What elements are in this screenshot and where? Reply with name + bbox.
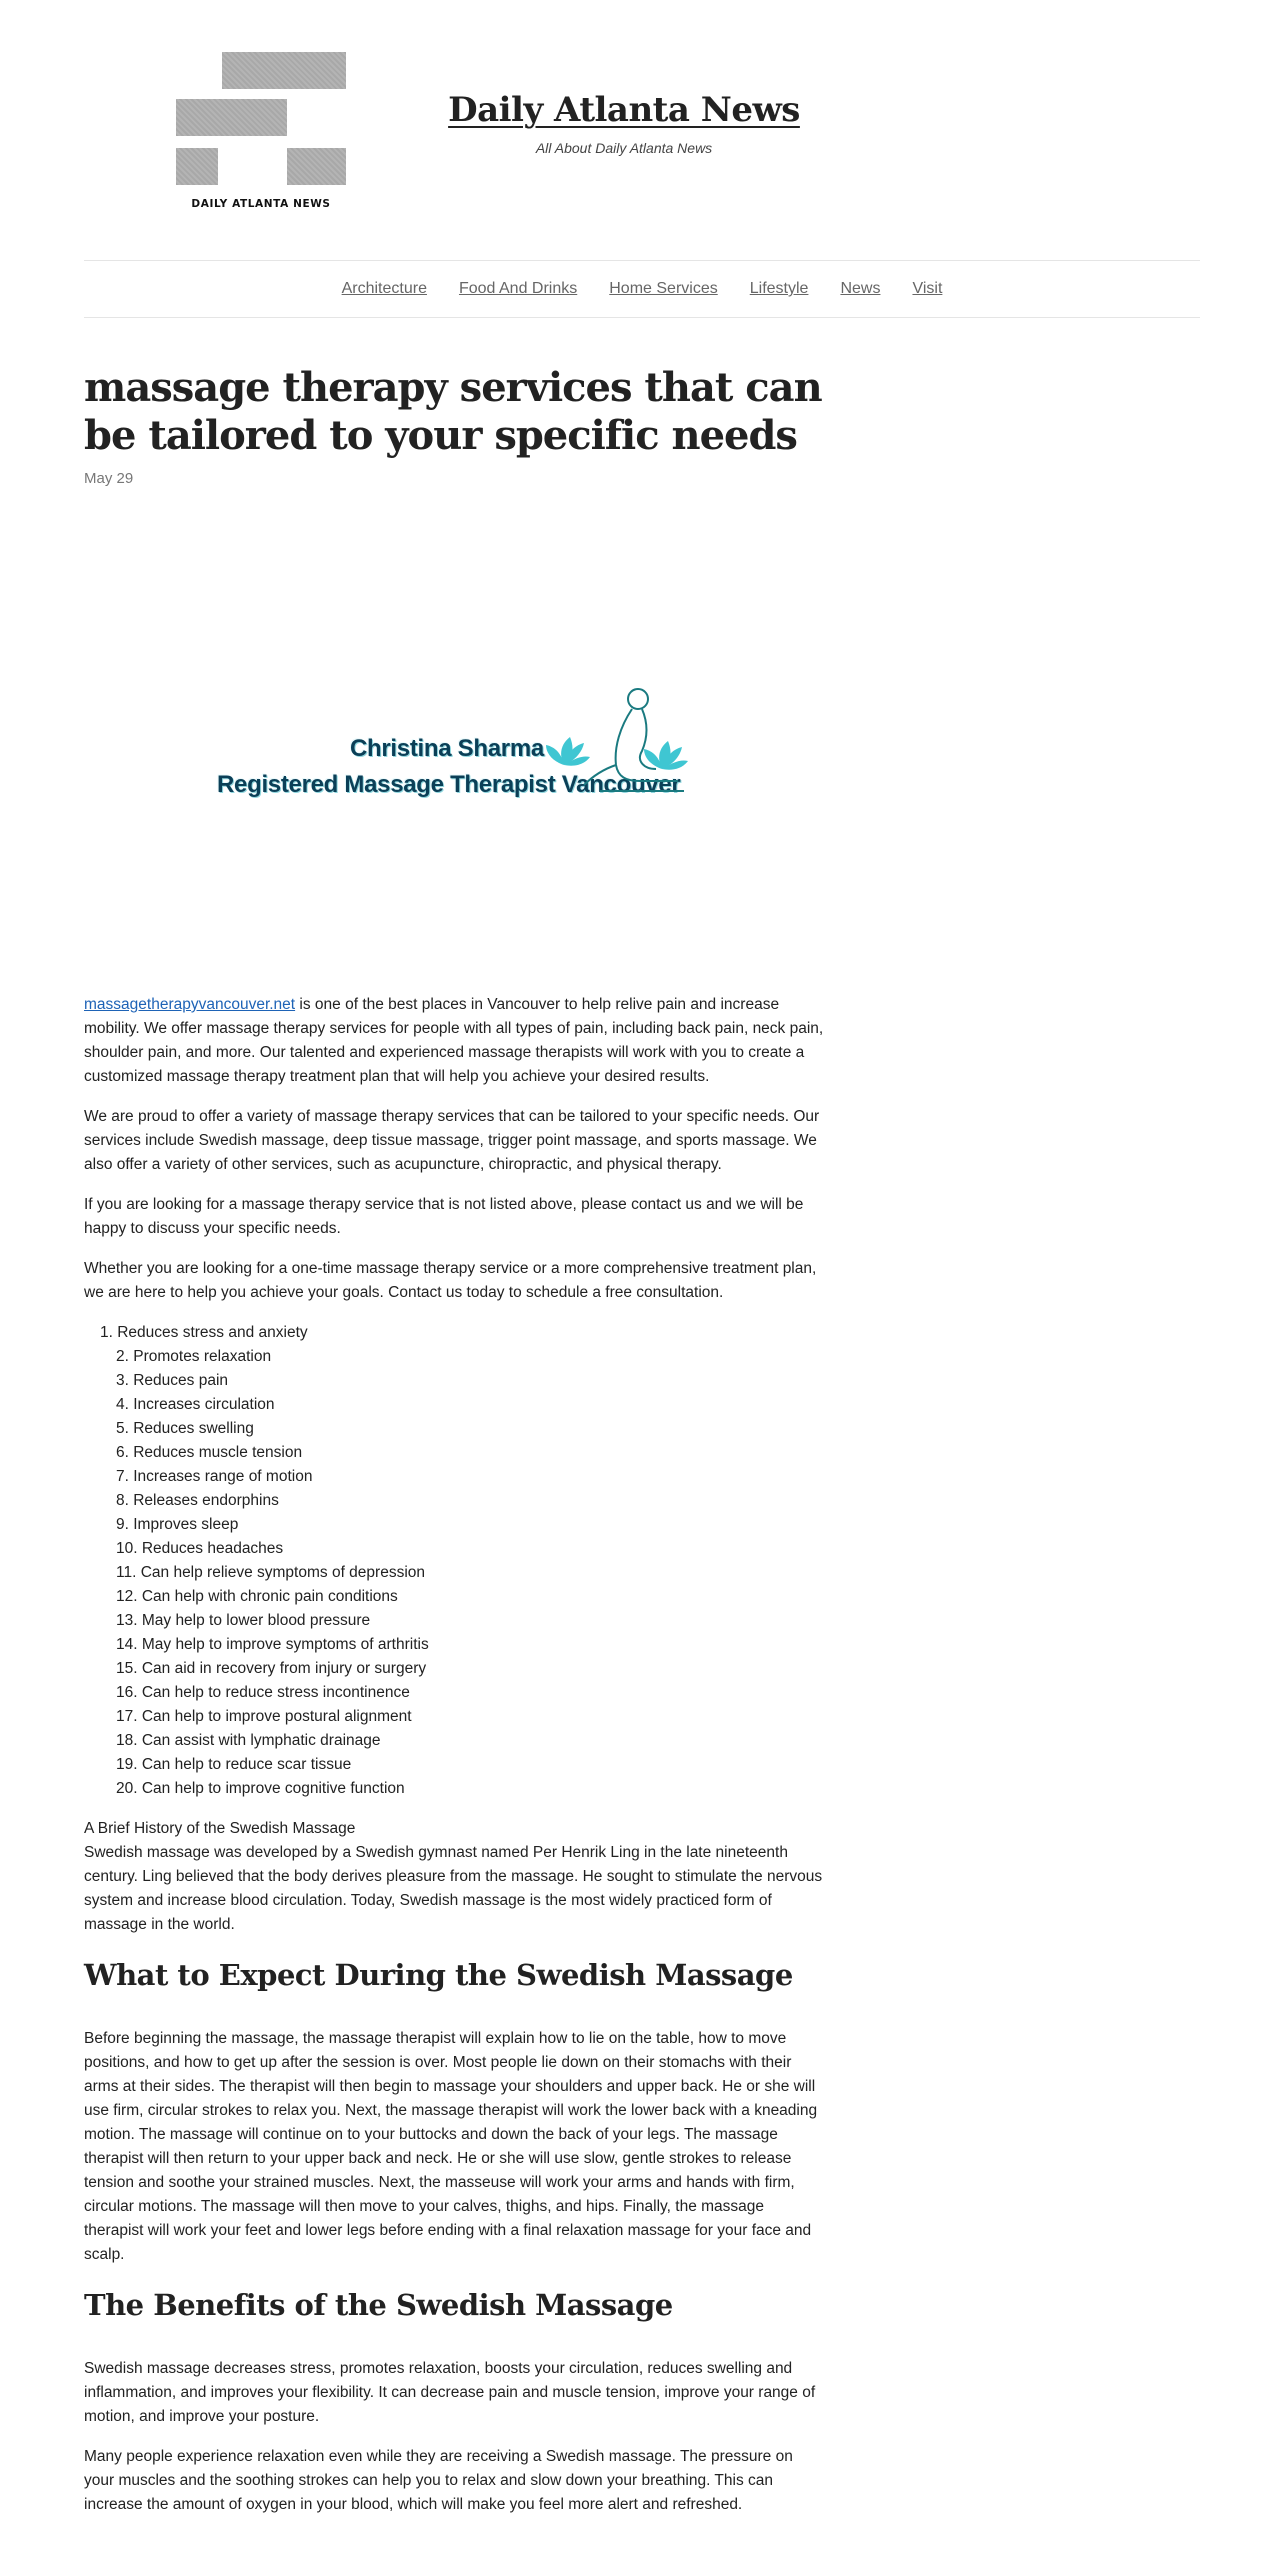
list-item: 6. Reduces muscle tension [116,1444,303,1461]
image-name-text: Christina Sharma [350,735,544,762]
list-item: 4. Increases circulation [116,1396,275,1413]
list-item: 19. Can help to reduce scar tissue [116,1756,352,1773]
logo-block [287,148,346,185]
list-item: 18. Can assist with lymphatic drainage [116,1732,381,1749]
list-item: 14. May help to improve symptoms of arthritis [116,1636,429,1653]
nav-item-architecture[interactable]: Architecture [341,280,427,297]
list-item: 2. Promotes relaxation [116,1348,272,1365]
list-item: 11. Can help relieve symptoms of depression [116,1564,426,1581]
post-title: massage therapy services that can be tailored to your specific needs [84,364,822,459]
list-item: 1. Reduces stress and anxiety [100,1324,308,1341]
history-text: Swedish massage was developed by a Swedish gymnast named Per Henrik Ling in the late nineteenth century. Ling believed that the body derives pleasure from the massage. He sought to stimulate the nervous system and increase blood circulation. Today, Swedish massage is the most widely practiced form of massage in the world. [84,1844,823,1933]
list-item: 20. Can help to improve cognitive function [116,1780,405,1797]
nav-item-food-and-drinks[interactable]: Food And Drinks [458,280,578,297]
benefits-list [84,1321,824,1801]
paragraph: We are proud to offer a variety of massage therapy services that can be tailored to your specific needs. Our services include Swedish massage, deep tissue massage, trigger point massage, and sports massage. We also offer a variety of other services, such as acupuncture, chiropractic, and physical therapy. [84,1108,820,1173]
list-item: 17. Can help to improve postural alignment [116,1708,412,1725]
list-item: 15. Can aid in recovery from injury or surgery [116,1660,427,1677]
intro-paragraph [84,993,824,1089]
list-item: 7. Increases range of motion [116,1468,313,1485]
site-tagline: All About Daily Atlanta News [535,140,713,156]
massage-figure-icon [544,677,694,807]
nav-item-visit[interactable]: Visit [912,280,943,297]
logo-block [176,148,218,185]
paragraph: Whether you are looking for a one-time massage therapy service or a more comprehensive treatment plan, we are here to help you achieve your goals. Contact us today to schedule a free consultation. [84,1260,817,1301]
site-header [84,40,1200,220]
list-item: 16. Can help to reduce stress incontinence [116,1684,410,1701]
paragraph: Before beginning the massage, the massage therapist will explain how to lie on the table, how to move positions, and how to get up after the session is over. Most people lie down on their stomachs with their arms at their sides. The therapist will then begin to massage your shoulders and upper back. He or she will use firm, circular strokes to relax you. Next, the massage therapist will work the lower back with a kneading motion. The massage will continue on to your buttocks and down the back of your legs. The massage therapist will then return to your upper back and neck. He or she will use slow, gentle strokes to release tension and soothe your strained muscles. Next, the masseuse will work your arms and hands with firm, circular motions. The massage will then move to your calves, thighs, and hips. Finally, the massage therapist will work your feet and lower legs before ending with a final relaxation massage for your face and scalp. [84,2030,818,2263]
article-body [84,993,824,2517]
list-item: 10. Reduces headaches [116,1540,284,1557]
featured-image [84,507,824,993]
list-item: 5. Reduces swelling [116,1420,254,1437]
site-branding [424,90,824,156]
section-heading-benefits: The Benefits of the Swedish Massage [84,2288,673,2322]
history-heading: A Brief History of the Swedish Massage [84,1820,356,1837]
paragraph: Swedish massage decreases stress, promotes relaxation, boosts your circulation, reduces swelling and inflammation, and improves your flexibility. It can decrease pain and muscle tension, improve your range of motion, and improve your posture. [84,2360,816,2425]
nav-item-lifestyle[interactable]: Lifestyle [749,280,809,297]
paragraph: If you are looking for a massage therapy service that is not listed above, please contact us and we will be happy to discuss your specific needs. [84,1196,804,1237]
site-logo[interactable] [176,52,376,222]
site-title-link[interactable]: Daily Atlanta News [448,90,800,130]
list-item: 12. Can help with chronic pain conditions [116,1588,398,1605]
site-link[interactable]: massagetherapyvancouver.net [84,996,296,1013]
list-item: 9. Improves sleep [116,1516,239,1533]
list-item: 3. Reduces pain [116,1372,229,1389]
logo-text: DAILY ATLANTA NEWS [191,198,331,210]
image-subtitle-text: Registered Massage Therapist Vancouver [217,771,681,798]
logo-block [222,52,346,89]
article [84,364,824,2533]
intro-text: is one of the best places in Vancouver to help relive pain and increase mobility. We offer massage therapy services for people with all types of pain, including back pain, neck pain, shoulder pain, and more. Our talented and experienced massage therapists will work with you to create a customized massage therapy treatment plan that will help you achieve your desired results. [84,996,824,1085]
nav-item-news[interactable]: News [840,280,881,297]
paragraph: Many people experience relaxation even while they are receiving a Swedish massage. The pressure on your muscles and the soothing strokes can help you to relax and slow down your breathing. This can increase the amount of oxygen in your blood, which will make you feel more alert and refreshed. [84,2448,793,2513]
nav-item-home-services[interactable]: Home Services [609,280,718,297]
logo-block [176,99,287,136]
list-item: 8. Releases endorphins [116,1492,279,1509]
section-heading-expect: What to Expect During the Swedish Massage [84,1958,793,1992]
history-block [84,1817,824,1937]
list-item: 13. May help to lower blood pressure [116,1612,371,1629]
main-nav [84,260,1200,318]
post-date: May 29 [84,470,134,487]
